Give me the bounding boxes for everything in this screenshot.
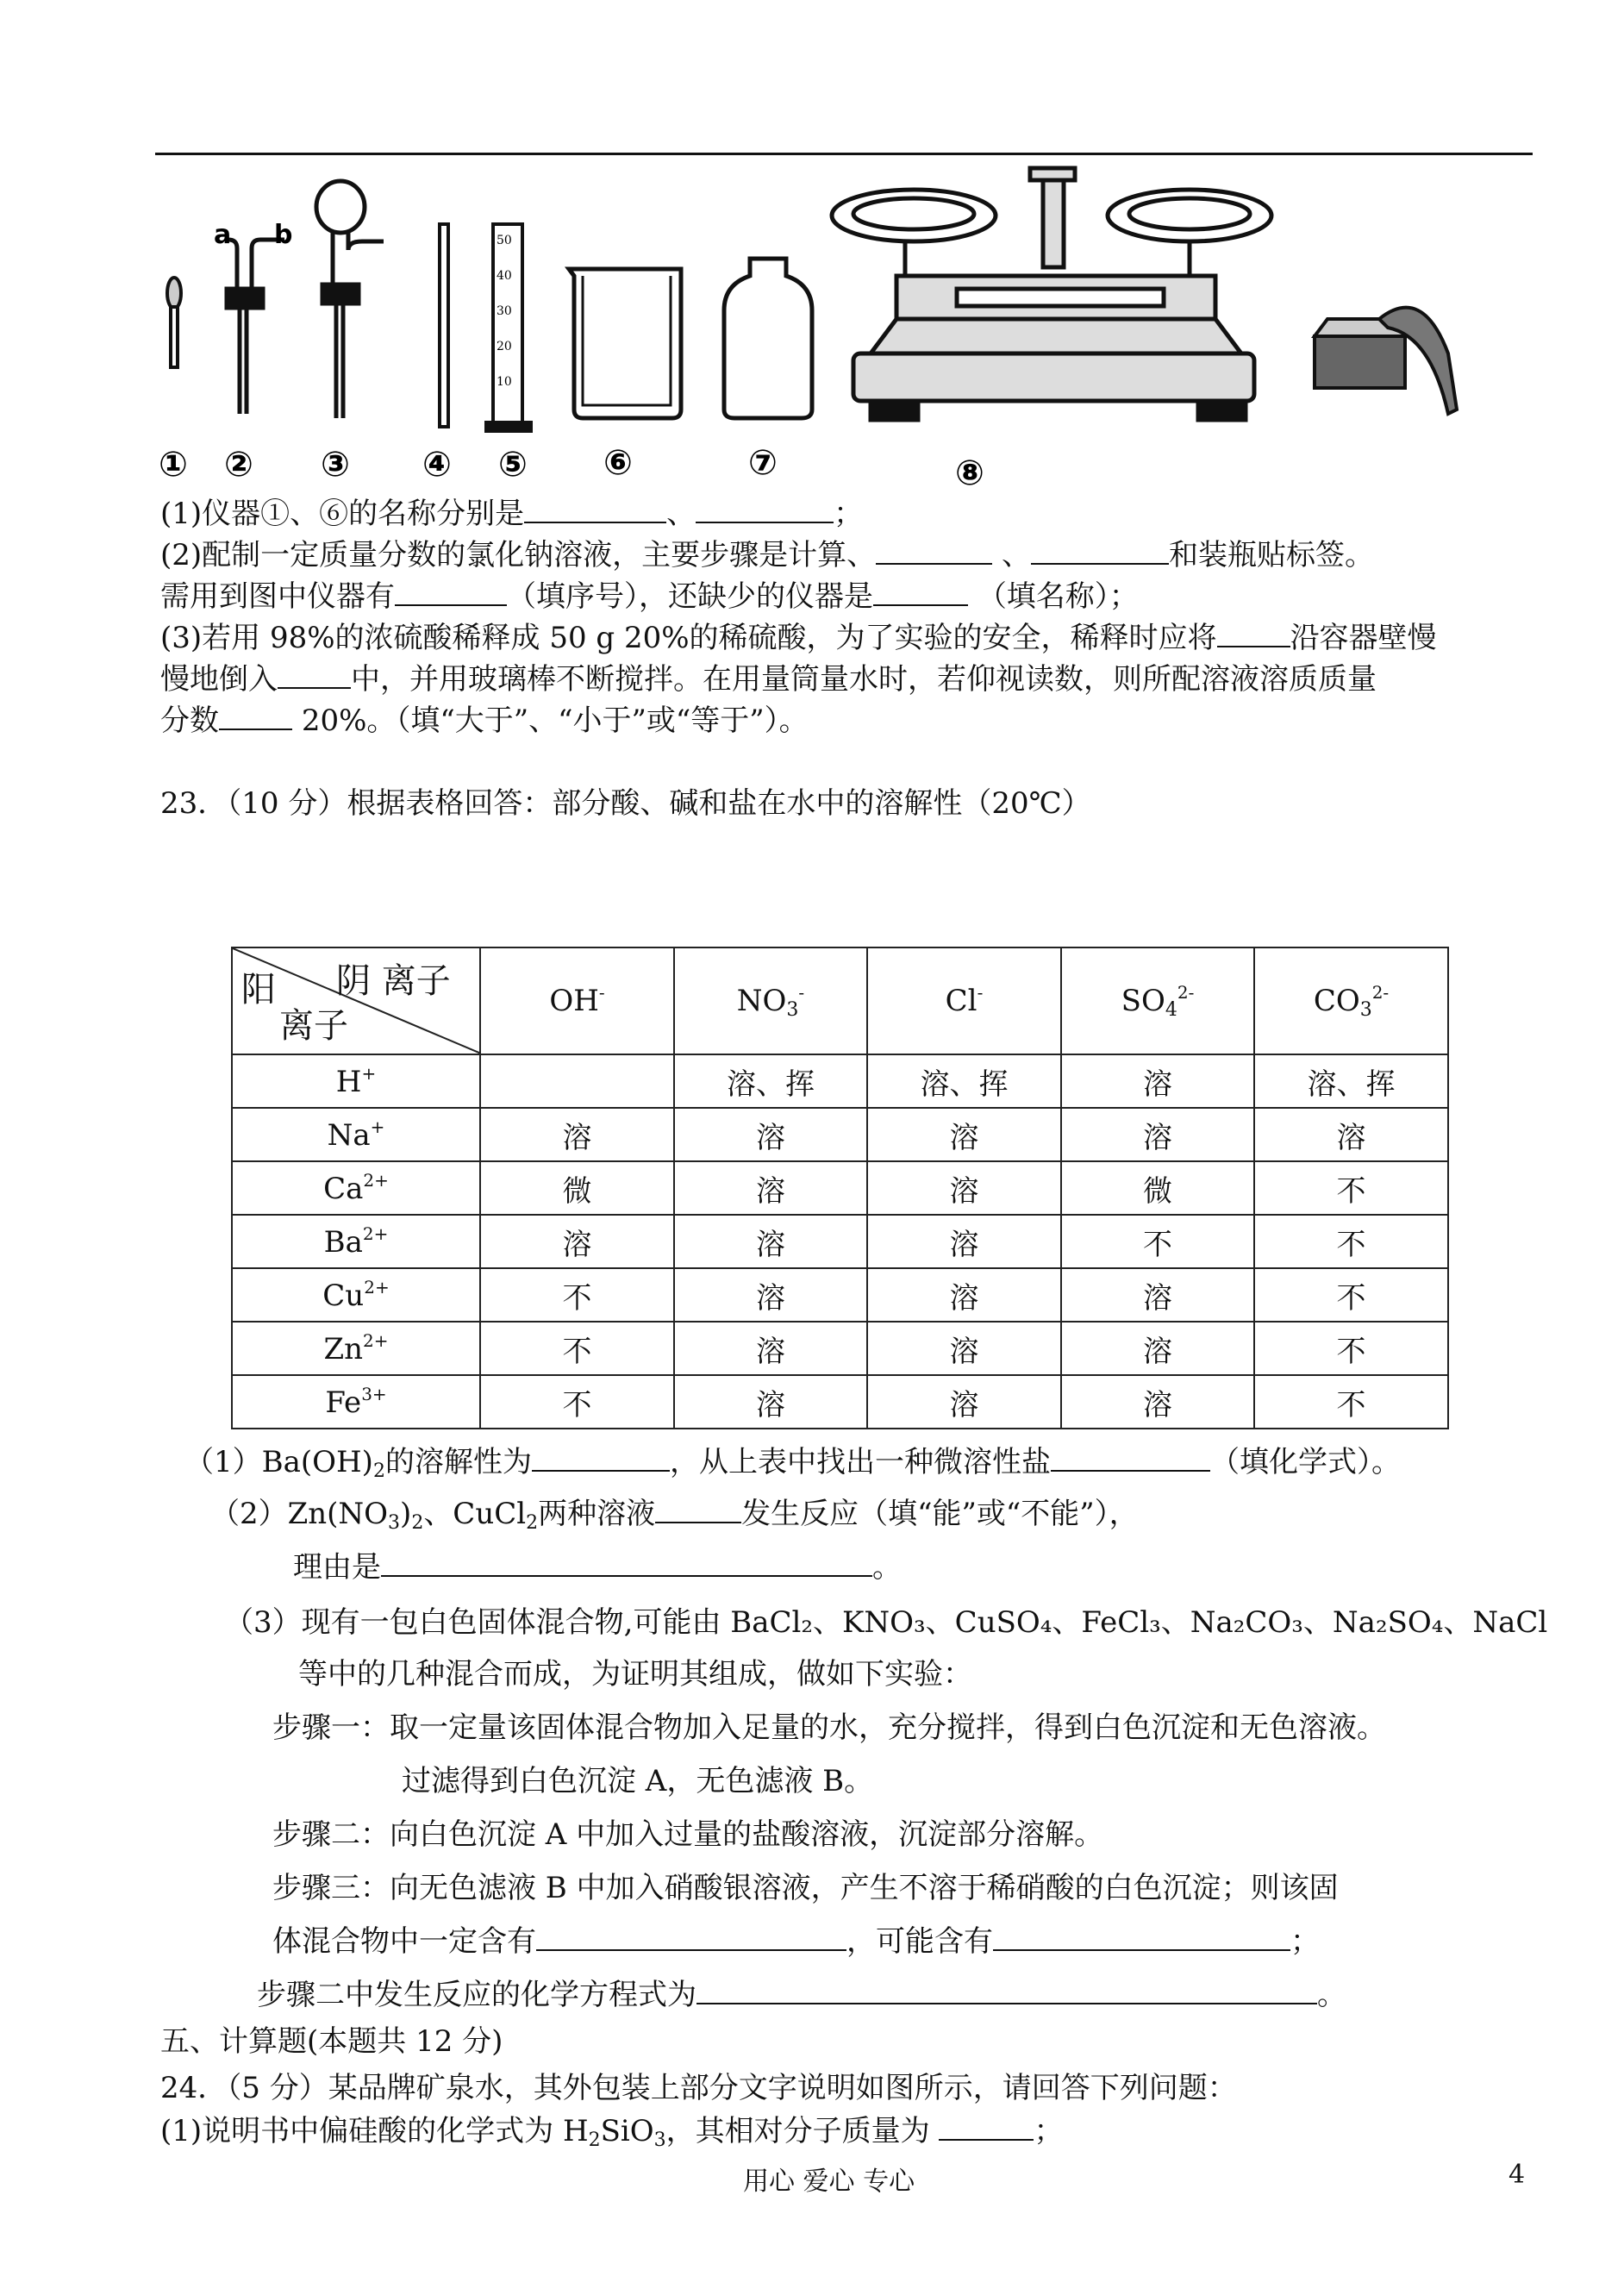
q23-sub3-cont: 等中的几种混合而成，为证明其组成，做如下实验： <box>298 1657 972 1692</box>
label-5: ⑤ <box>498 445 528 485</box>
table-cell: 溶 <box>1061 1322 1254 1375</box>
answer-blank[interactable] <box>696 496 834 523</box>
q24-part1: (1)说明书中偏硅酸的化学式为 $H_2SiO_3$，其相对分子质量为 ； <box>160 2114 1064 2151</box>
answer-blank[interactable] <box>1051 1444 1210 1472</box>
table-cell: 溶、挥 <box>1254 1054 1448 1108</box>
answer-blank[interactable] <box>381 1549 872 1577</box>
table-cell: 溶 <box>674 1161 867 1215</box>
label-4: ④ <box>422 445 452 485</box>
table-cell: 溶、挥 <box>674 1054 867 1108</box>
anion-header: $CO_3^{2-}$ <box>1254 947 1448 1054</box>
answer-blank[interactable] <box>939 2113 1034 2141</box>
table-cell: 溶、挥 <box>867 1054 1061 1108</box>
answer-blank[interactable] <box>1217 620 1290 647</box>
answer-blank[interactable] <box>219 703 292 730</box>
q22-part3-cont2: 分数 20%。（填“大于”、“小于”或“等于”）。 <box>160 704 809 738</box>
table-cell: 不 <box>1061 1215 1254 1268</box>
anion-header: OH- <box>480 947 674 1054</box>
cation-cell: $Cu^{2+}$ <box>232 1268 480 1322</box>
cation-cell: $Ca^{2+}$ <box>232 1161 480 1215</box>
tick-30: 30 <box>497 304 512 318</box>
label-3: ③ <box>321 445 350 485</box>
table-cell: 不 <box>480 1268 674 1322</box>
table-cell: 溶 <box>867 1268 1061 1322</box>
table-cell: 溶 <box>867 1161 1061 1215</box>
table-cell: 溶 <box>674 1322 867 1375</box>
table-row <box>232 1375 1448 1429</box>
page-number: 4 <box>1508 2160 1526 2190</box>
anion-header: Cl- <box>867 947 1061 1054</box>
step-two: 步骤二：向白色沉淀 A 中加入过量的盐酸溶液，沉淀部分溶解。 <box>272 1817 1104 1852</box>
table-cell: 微 <box>480 1161 674 1215</box>
step-one: 步骤一：取一定量该固体混合物加入足量的水，充分搅拌，得到白色沉淀和无色溶液。 <box>272 1710 1386 1745</box>
answer-blank[interactable] <box>278 661 351 689</box>
q22-part3: (3)若用 98%的浓硫酸稀释成 50 g 20%的稀硫酸，为了实验的安全，稀释时应将 沿容器壁慢 <box>160 621 1437 655</box>
answer-blank[interactable] <box>532 1444 670 1472</box>
funnel-icon <box>316 181 384 418</box>
table-cell: 溶 <box>867 1108 1061 1161</box>
table-cell: 溶 <box>674 1215 867 1268</box>
cation-label-1: 阳 <box>241 970 276 1010</box>
answer-blank[interactable] <box>993 1923 1290 1951</box>
table-cell: 不 <box>1254 1161 1448 1215</box>
table-cell <box>480 1054 674 1108</box>
label-a: a <box>214 220 232 250</box>
table-row <box>232 1268 1448 1322</box>
tick-50: 50 <box>497 234 512 247</box>
table-cell: 溶 <box>1061 1108 1254 1161</box>
equation-line: 步骤二中发生反应的化学方程式为 。 <box>257 1978 1346 2012</box>
table-row <box>232 1108 1448 1161</box>
tick-20: 20 <box>497 340 512 353</box>
label-8: ⑧ <box>955 453 984 493</box>
cation-label-2: 离子 <box>279 1006 348 1046</box>
answer-blank[interactable] <box>524 496 666 523</box>
step-one-cont: 过滤得到白色沉淀 A，无色滤液 B。 <box>402 1764 874 1798</box>
table-cell: 不 <box>480 1375 674 1429</box>
cation-cell: Na+ <box>232 1108 480 1161</box>
anion-label: 阴 离子 <box>336 961 451 1001</box>
tick-40: 40 <box>497 269 512 283</box>
section-five-title: 五、计算题(本题共 12 分) <box>160 2024 503 2059</box>
table-cell: 溶 <box>1254 1108 1448 1161</box>
solubility-table <box>231 947 1449 1429</box>
label-1: ① <box>159 445 188 485</box>
answer-blank[interactable] <box>395 578 507 606</box>
table-cell: 溶 <box>867 1322 1061 1375</box>
answer-blank[interactable] <box>536 1923 846 1951</box>
q22-part1: (1)仪器①、⑥的名称分别是 、 ； <box>160 497 864 531</box>
dropper-icon <box>167 278 181 367</box>
label-b: b <box>274 220 293 250</box>
table-cell: 不 <box>1254 1375 1448 1429</box>
table-row <box>232 1161 1448 1215</box>
table-row <box>232 1054 1448 1108</box>
table-cell: 溶 <box>1061 1054 1254 1108</box>
balance-icon <box>832 168 1271 420</box>
table-cell: 溶 <box>1061 1375 1254 1429</box>
table-header-row <box>232 947 1448 1054</box>
step-three-cont: 体混合物中一定含有 ，可能含有 ； <box>272 1924 1320 1959</box>
table-cell: 不 <box>1254 1322 1448 1375</box>
tick-10: 10 <box>497 375 512 389</box>
label-7: ⑦ <box>748 443 778 483</box>
table-cell: 溶 <box>480 1215 674 1268</box>
corner-cell <box>232 947 480 1054</box>
table-cell: 溶 <box>480 1108 674 1161</box>
table-row <box>232 1215 1448 1268</box>
answer-blank[interactable] <box>655 1496 741 1523</box>
cation-cell: H+ <box>232 1054 480 1108</box>
q23-sub1: $(1)Ba(OH)_2$的溶解性为 ，从上表中找出一种微溶性盐 （填化学式）。 <box>184 1445 1401 1482</box>
table-cell: 溶 <box>674 1375 867 1429</box>
label-6: ⑥ <box>603 443 633 483</box>
table-cell: 不 <box>1254 1268 1448 1322</box>
cation-cell: $Fe^{3+}$ <box>232 1375 480 1429</box>
beaker-icon <box>569 269 681 418</box>
graduated-cylinder-icon <box>486 224 531 431</box>
q22-part3-cont1: 慢地倒入 中，并用玻璃棒不断搅拌。在用量筒量水时，若仰视读数，则所配溶液溶质质量 <box>160 662 1377 697</box>
gas-tube-icon <box>227 240 284 414</box>
label-2: ② <box>224 445 253 485</box>
table-cell: 溶 <box>674 1268 867 1322</box>
anion-header: $NO_3^-$ <box>674 947 867 1054</box>
reagent-bottle-icon <box>724 259 812 418</box>
answer-blank[interactable] <box>876 537 992 565</box>
cation-cell: $Zn^{2+}$ <box>232 1322 480 1375</box>
q23-sub2-reason: 理由是 。 <box>293 1550 902 1585</box>
table-cell: 微 <box>1061 1161 1254 1215</box>
table-cell: 不 <box>480 1322 674 1375</box>
q23-title: 23．（10 分）根据表格回答：部分酸、碱和盐在水中的溶解性（20℃） <box>160 786 1091 821</box>
step-three: 步骤三：向无色滤液 B 中加入硝酸银溶液，产生不溶于稀硝酸的白色沉淀；则该固 <box>272 1871 1339 1905</box>
anion-header: $SO_4^{2-}$ <box>1061 947 1254 1054</box>
table-cell: 不 <box>1254 1215 1448 1268</box>
footer-motto: 用心 爱心 专心 <box>743 2167 915 2197</box>
q24-title: 24．（5 分）某品牌矿泉水，其外包装上部分文字说明如图所示，请回答下列问题： <box>160 2071 1237 2105</box>
table-row <box>232 1322 1448 1375</box>
answer-blank[interactable] <box>873 578 968 606</box>
cation-cell: $Ba^{2+}$ <box>232 1215 480 1268</box>
q22-part2-cont: 需用到图中仪器有 （填序号），还缺少的仪器是 （填名称）； <box>160 579 1139 614</box>
apparatus-figure <box>155 155 1500 500</box>
answer-blank[interactable] <box>696 1977 1317 2004</box>
table-cell: 溶 <box>867 1215 1061 1268</box>
q23-sub3: （3）现有一包白色固体混合物,可能由 BaCl₂、KNO₃、CuSO₄、FeCl₃、Na₂CO₃、Na₂SO₄、NaCl <box>224 1605 1548 1640</box>
table-cell: 溶 <box>1061 1268 1254 1322</box>
q22-part2: (2)配制一定质量分数的氯化钠溶液，主要步骤是计算、 、 和装瓶贴标签。 <box>160 538 1374 572</box>
table-cell: 溶 <box>674 1108 867 1161</box>
table-cell: 溶 <box>867 1375 1061 1429</box>
glass-rod-icon <box>440 224 448 427</box>
answer-blank[interactable] <box>1031 537 1169 565</box>
q23-sub2: $(2)Zn(NO_3)_2$、CuCl$_2$两种溶液 发生反应（填“能”或“不能”）， <box>210 1497 1139 1534</box>
